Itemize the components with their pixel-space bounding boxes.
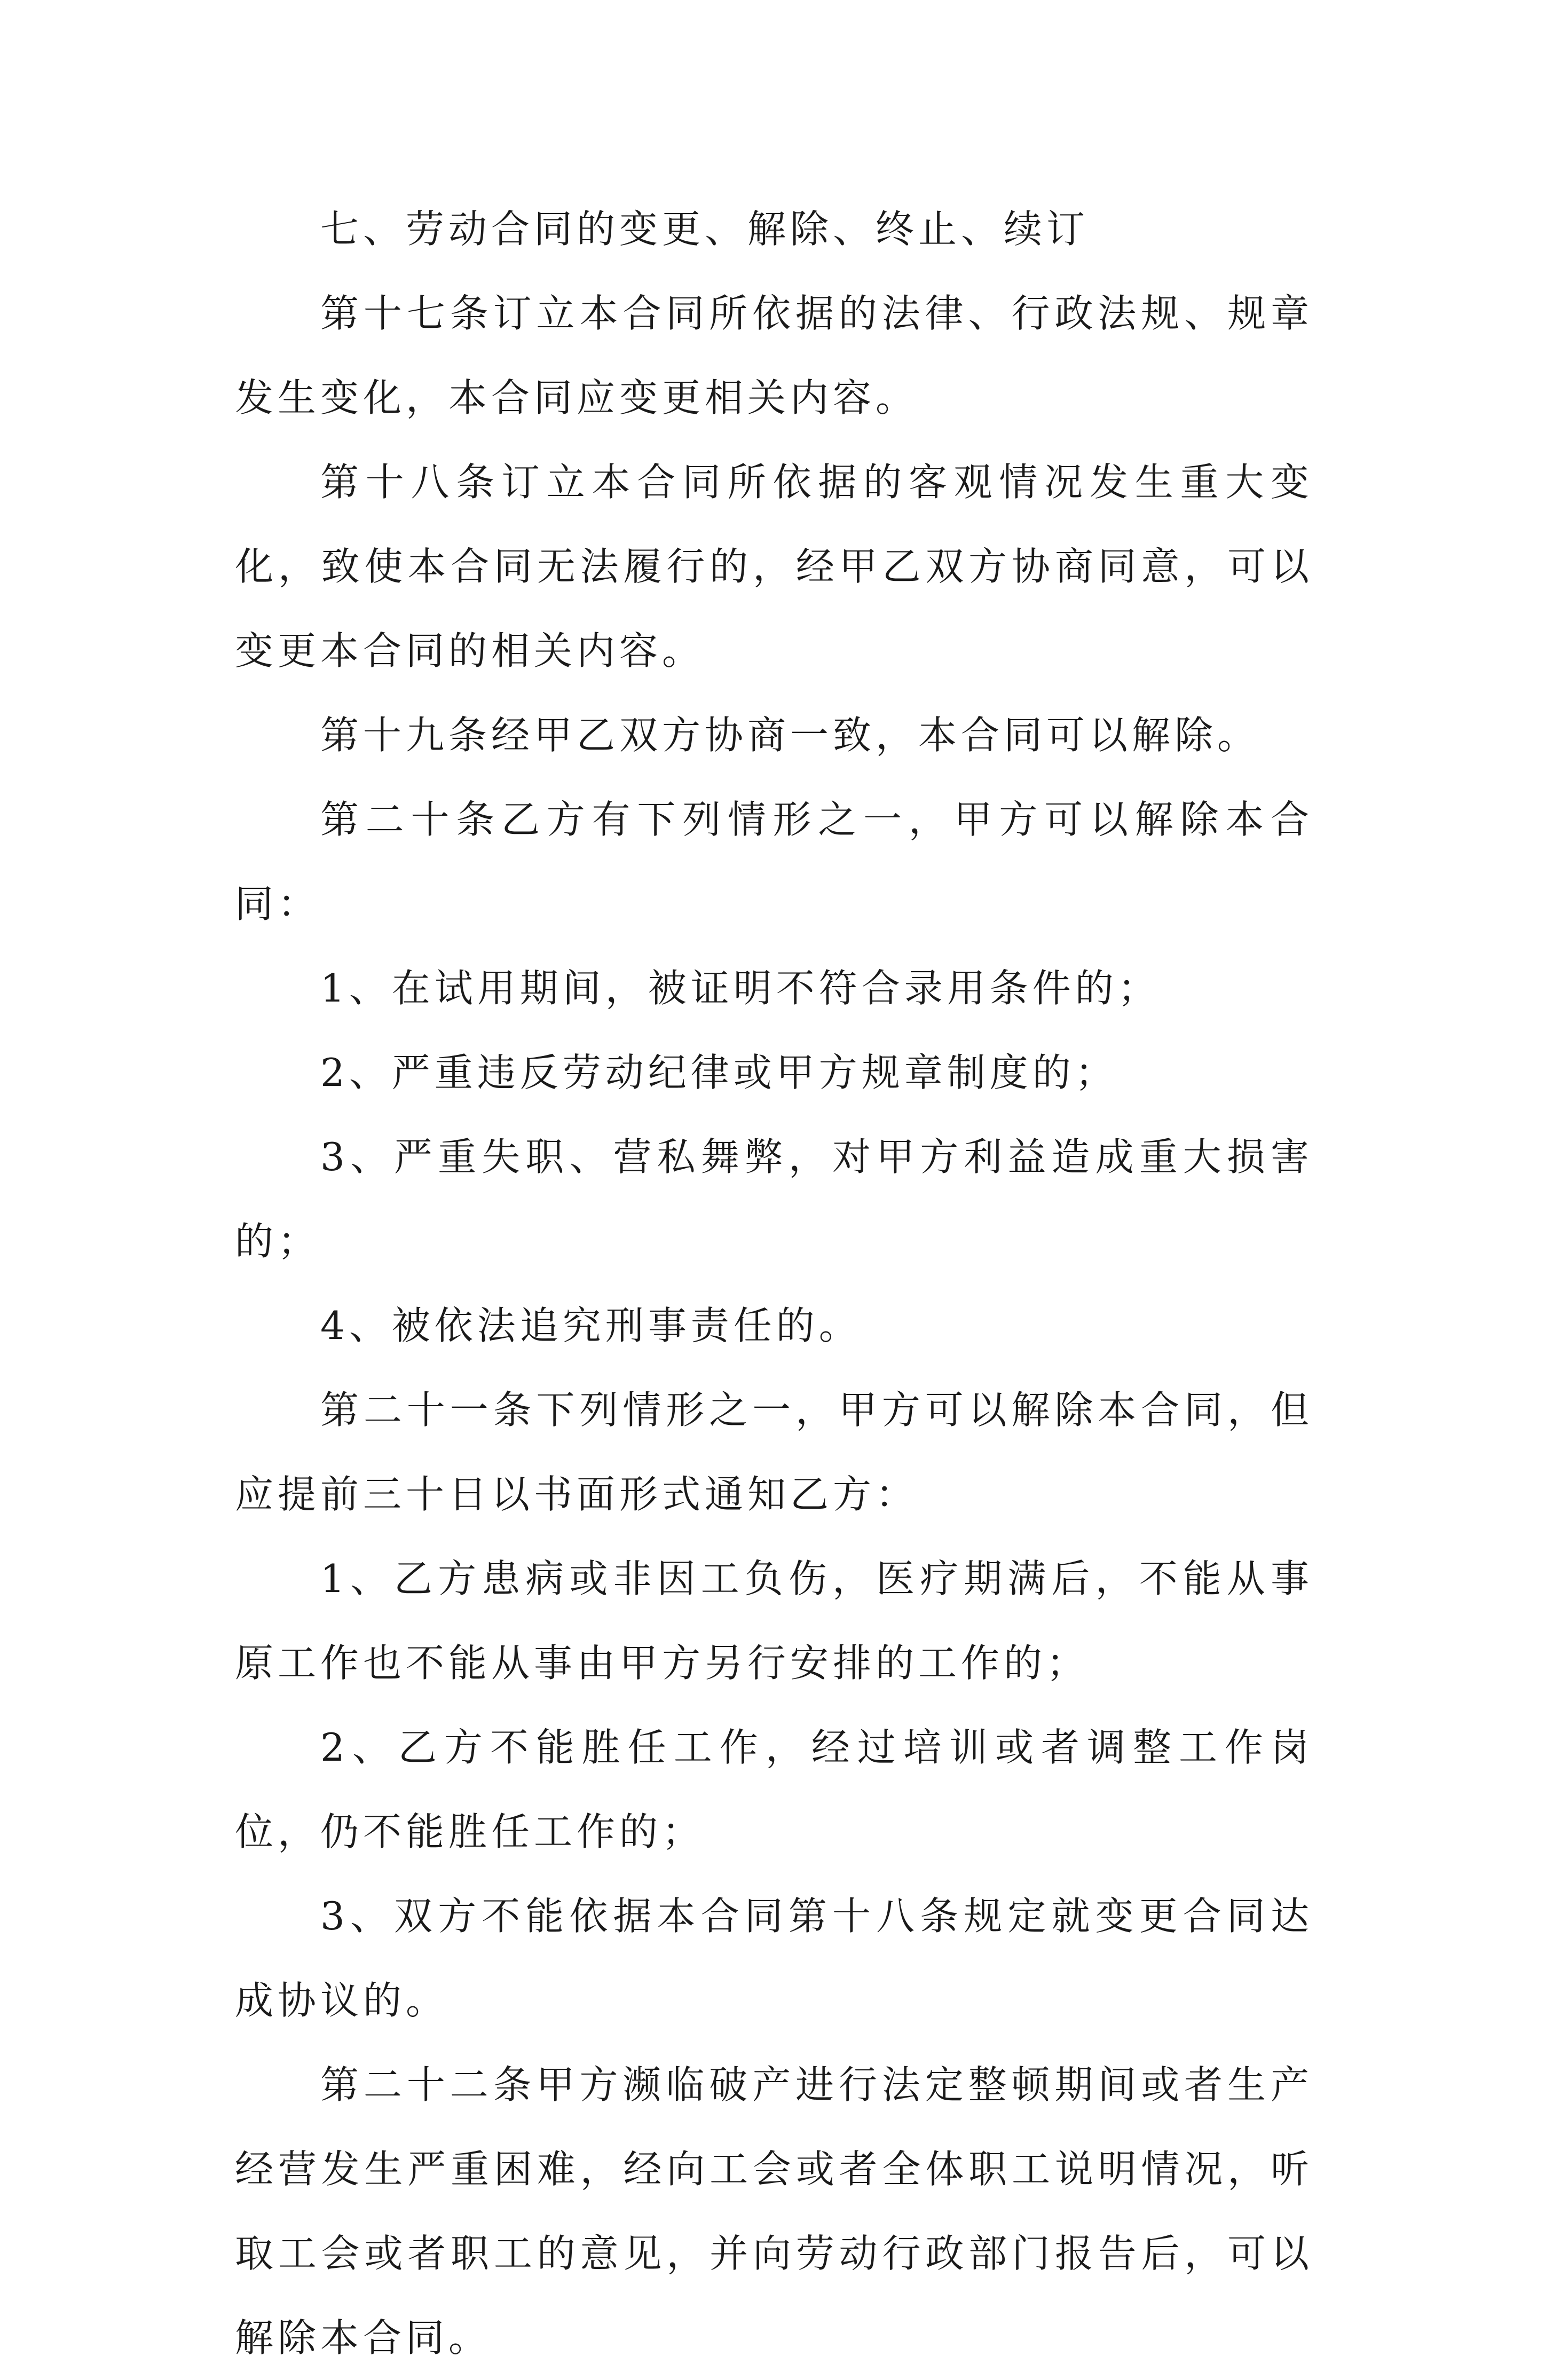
list-item: 1、在试用期间，被证明不符合录用条件的； — [320, 966, 1161, 1011]
list-item: 2、乙方不能胜任工作，经过培训或者调整工作岗位，仍不能胜任工作的； — [235, 1725, 1313, 1854]
list-item: 1、乙方患病或非因工负伤，医疗期满后，不能从事原工作也不能从事由甲方另行安排的工作的； — [235, 1556, 1313, 1685]
paragraph-article-20: 第二十条乙方有下列情形之一，甲方可以解除本合同： — [235, 797, 1313, 926]
list-item: 2、严重违反劳动纪律或甲方规章制度的； — [320, 1050, 1118, 1095]
paragraph-article-22: 第二十二条甲方濒临破产进行法定整顿期间或者生产经营发生严重困难，经向工会或者全体职工说明情况，听取工会或者职工的意见，并向劳动行政部门报告后，可以解除本合同。 — [235, 2062, 1313, 2360]
paragraph-article-19: 第十九条经甲乙双方协商一致，本合同可以解除。 — [320, 713, 1260, 758]
paragraph-article-17: 第十七条订立本合同所依据的法律、行政法规、规章发生变化，本合同应变更相关内容。 — [235, 291, 1313, 420]
paragraph-article-21: 第二十一条下列情形之一，甲方可以解除本合同，但应提前三十日以书面形式通知乙方： — [235, 1388, 1313, 1517]
paragraph-article-18: 第十八条订立本合同所依据的客观情况发生重大变化，致使本合同无法履行的，经甲乙双方协商同意，可以变更本合同的相关内容。 — [235, 460, 1313, 673]
section-heading: 七、劳动合同的变更、解除、终止、续订 — [320, 207, 1090, 251]
document-body — [235, 187, 1313, 2380]
list-item: 4、被依法追究刑事责任的。 — [320, 1303, 862, 1348]
list-item: 3、双方不能依据本合同第十八条规定就变更合同达成协议的。 — [235, 1894, 1313, 2023]
list-item: 3、严重失职、营私舞弊，对甲方利益造成重大损害的； — [235, 1134, 1313, 1264]
